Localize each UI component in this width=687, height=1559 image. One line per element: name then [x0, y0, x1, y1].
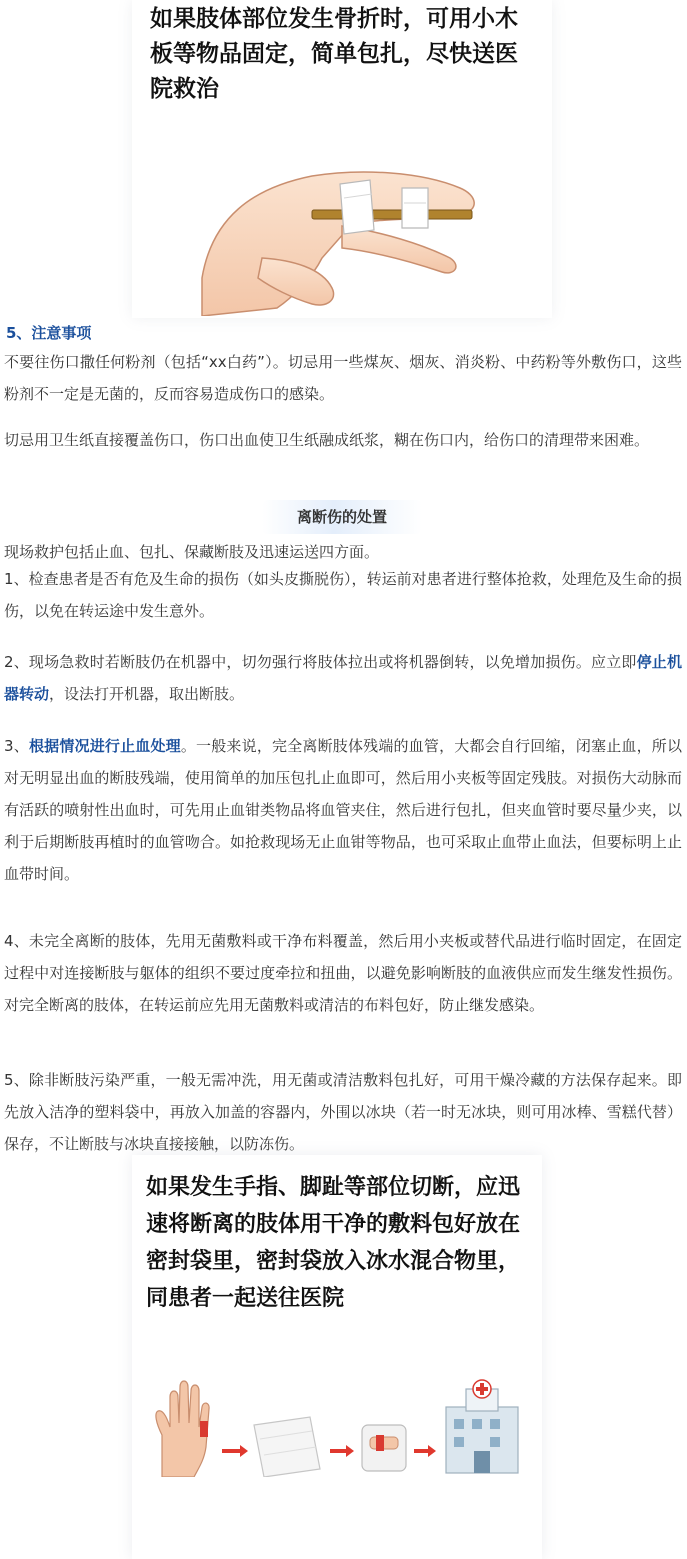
item-2-text: 2、现场急救时若断肢仍在机器中，切勿强行将肢体拉出或将机器倒转，以免增加损伤。应立即	[4, 653, 637, 671]
gauze-icon	[254, 1417, 320, 1477]
severed-finger-transport-illustration	[148, 1377, 528, 1477]
transport-caption: 如果发生手指、脚趾等部位切断，应迅速将断离的肢体用干净的敷料包好放在密封袋里，密封袋放入冰水混合物里，同患者一起送往医院	[146, 1175, 521, 1311]
item-2-highlight: 停止机器转动	[4, 653, 682, 703]
notes-paragraph-1: 不要往伤口撒任何粉剂（包括“xx白药”）。切忌用一些煤灰、烟灰、消炎粉、中药粉等外敷伤口，这些粉剂不一定是无菌的，反而容易造成伤口的感染。	[4, 353, 682, 403]
item-3-highlight: 根据情况进行止血处理	[28, 737, 181, 755]
arrow-icon	[330, 1445, 354, 1457]
amputation-item-5: 5、除非断肢污染严重，一般无需冲洗，用无菌或清洁敷料包扎好，可用干燥冷藏的方法保存起来。即先放入洁净的塑料袋中，再放入加盖的容器内，外围以冰块（若一时无冰块，则可用冰棒、雪糕代替）保存，不让断肢与冰块直接接触，以防冻伤。	[4, 1071, 682, 1153]
amputation-intro: 现场救护包括止血、包扎、保藏断肢及迅速运送四方面。	[4, 543, 380, 561]
injured-hand-icon	[156, 1381, 209, 1477]
arrow-icon	[414, 1445, 436, 1457]
amputation-item-3	[4, 730, 682, 890]
amputation-item-2	[4, 646, 682, 710]
item-3-number: 3、	[4, 737, 29, 755]
amputation-section-title: 离断伤的处置	[262, 500, 422, 534]
finger-splint-illustration	[192, 148, 492, 316]
notes-heading: 5、注意事项	[6, 324, 92, 342]
notes-paragraph-2: 切忌用卫生纸直接覆盖伤口，伤口出血使卫生纸融成纸浆，糊在伤口内，给伤口的清理带来困难。	[4, 431, 650, 449]
item-2-text-end: ，设法打开机器，取出断肢。	[49, 685, 245, 703]
arrow-icon	[222, 1445, 248, 1457]
splint-caption: 如果肢体部位发生骨折时，可用小木板等物品固定，简单包扎，尽快送医院救治	[150, 6, 518, 102]
amputation-item-1: 1、检查患者是否有危及生命的损伤（如头皮撕脱伤），转运前对患者进行整体抢救，处理危及生命的损伤，以免在转运途中发生意外。	[4, 570, 682, 620]
transport-illustration-card	[132, 1155, 542, 1559]
splint-illustration-card	[132, 0, 552, 318]
item-3-text: 。一般来说，完全离断肢体残端的血管，大都会自行回缩，闭塞止血，所以对无明显出血的断肢残端，使用简单的加压包扎止血即可，然后用小夹板等固定残肢。对损伤大动脉而有活跃的喷射性出血时，可先用止血钳类物品将血管夹住，然后进行包扎，但夹血管时要尽量少夹，以利于后期断肢再植时的血管吻合。如抢救现场无止血钳等物品，也可采取止血带止血法，但要标明上止血带时间。	[4, 737, 682, 883]
amputation-item-4: 4、未完全离断的肢体，先用无菌敷料或干净布料覆盖，然后用小夹板或替代品进行临时固定，在固定过程中对连接断肢与躯体的组织不要过度牵拉和扭曲，以避免影响断肢的血液供应而发生继发性损伤。对完全断离的肢体，在转运前应先用无菌敷料或清洁的布料包好，防止继发感染。	[4, 932, 682, 1014]
hospital-icon	[446, 1380, 518, 1473]
sealed-bag-icon	[362, 1425, 406, 1471]
